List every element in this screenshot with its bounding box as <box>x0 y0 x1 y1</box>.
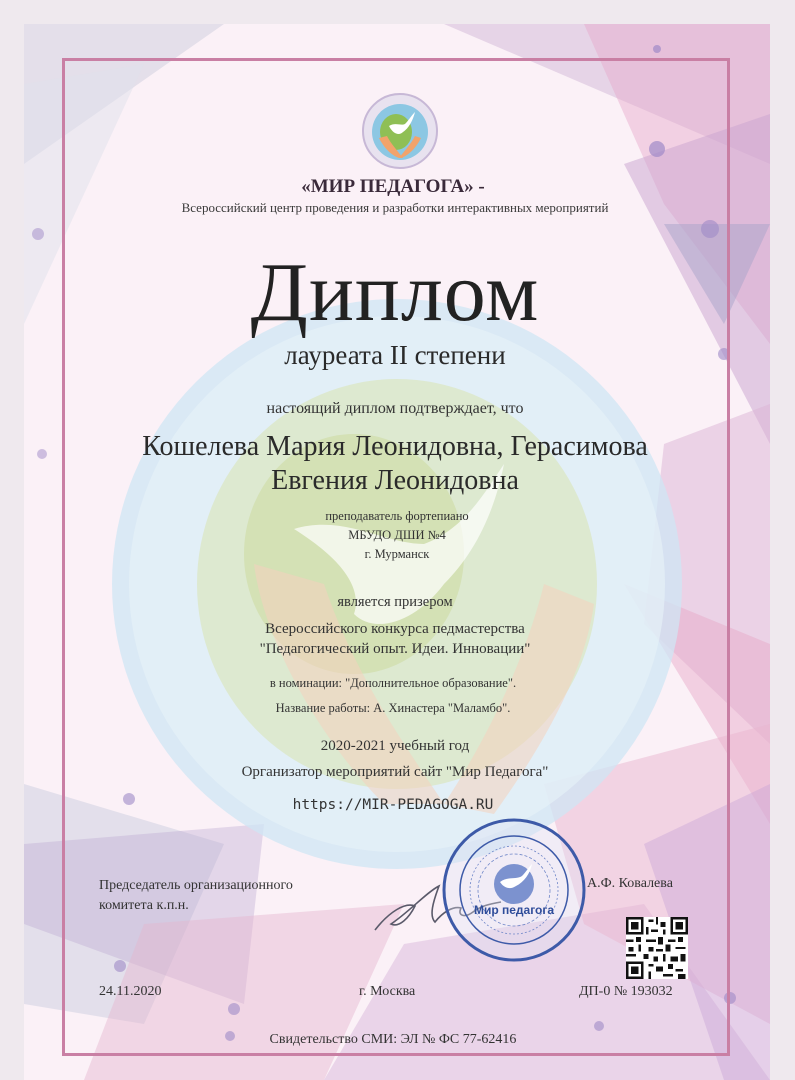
position-line-2: МБУДО ДШИ №4 <box>348 528 446 542</box>
recipient-names <box>24 430 768 498</box>
document-number: ДП-0 № 193032 <box>579 984 673 999</box>
contest-line-2: "Педагогический опыт. Идеи. Инновации" <box>259 641 531 657</box>
position-line-3: г. Мурманск <box>364 547 430 561</box>
diploma-degree: лауреата II степени <box>284 340 506 370</box>
nomination: в номинации: "Дополнительное образование". <box>269 676 517 690</box>
recipient-names-line-1: Кошелева Мария Леонидовна, Герасимова <box>142 431 648 462</box>
stamp-label: Мир педагога <box>473 903 555 917</box>
confirm-text: настоящий диплом подтверждает, что <box>266 400 524 417</box>
recipient-position <box>24 507 770 564</box>
issue-city: г. Москва <box>359 984 416 999</box>
official-stamp <box>442 818 586 962</box>
chair-line-2: комитета к.п.н. <box>99 898 189 913</box>
diploma-title: Диплом <box>250 246 540 339</box>
contest-name <box>24 619 768 659</box>
mir-pedagoga-logo-icon <box>361 92 439 170</box>
chair-title <box>99 876 293 916</box>
qr-code-icon[interactable] <box>626 917 688 979</box>
organizer: Организатор мероприятий сайт "Мир Педагога" <box>241 764 549 780</box>
work-title: Название работы: А. Хинастера "Маламбо". <box>275 701 511 715</box>
recipient-names-line-2: Евгения Леонидовна <box>271 465 519 496</box>
position-line-1: преподаватель фортепиано <box>325 509 469 523</box>
organization-description: Всероссийский центр проведения и разработки интерактивных мероприятий <box>181 200 609 215</box>
organization-name: «МИР ПЕДАГОГА» - <box>301 176 485 197</box>
winner-statement: является призером <box>337 594 453 610</box>
signer-name: А.Ф. Ковалева <box>587 876 673 891</box>
chair-line-1: Председатель организационного <box>99 878 293 893</box>
contest-line-1: Всероссийского конкурса педмастерства <box>265 621 525 637</box>
media-certificate: Свидетельство СМИ: ЭЛ № ФС 77-62416 <box>269 1032 517 1047</box>
diploma-sheet <box>24 24 770 1080</box>
website-link[interactable]: https://MIR-PEDAGOGA.RU <box>292 797 494 813</box>
issue-date: 24.11.2020 <box>99 984 162 999</box>
academic-year: 2020-2021 учебный год <box>320 738 470 754</box>
